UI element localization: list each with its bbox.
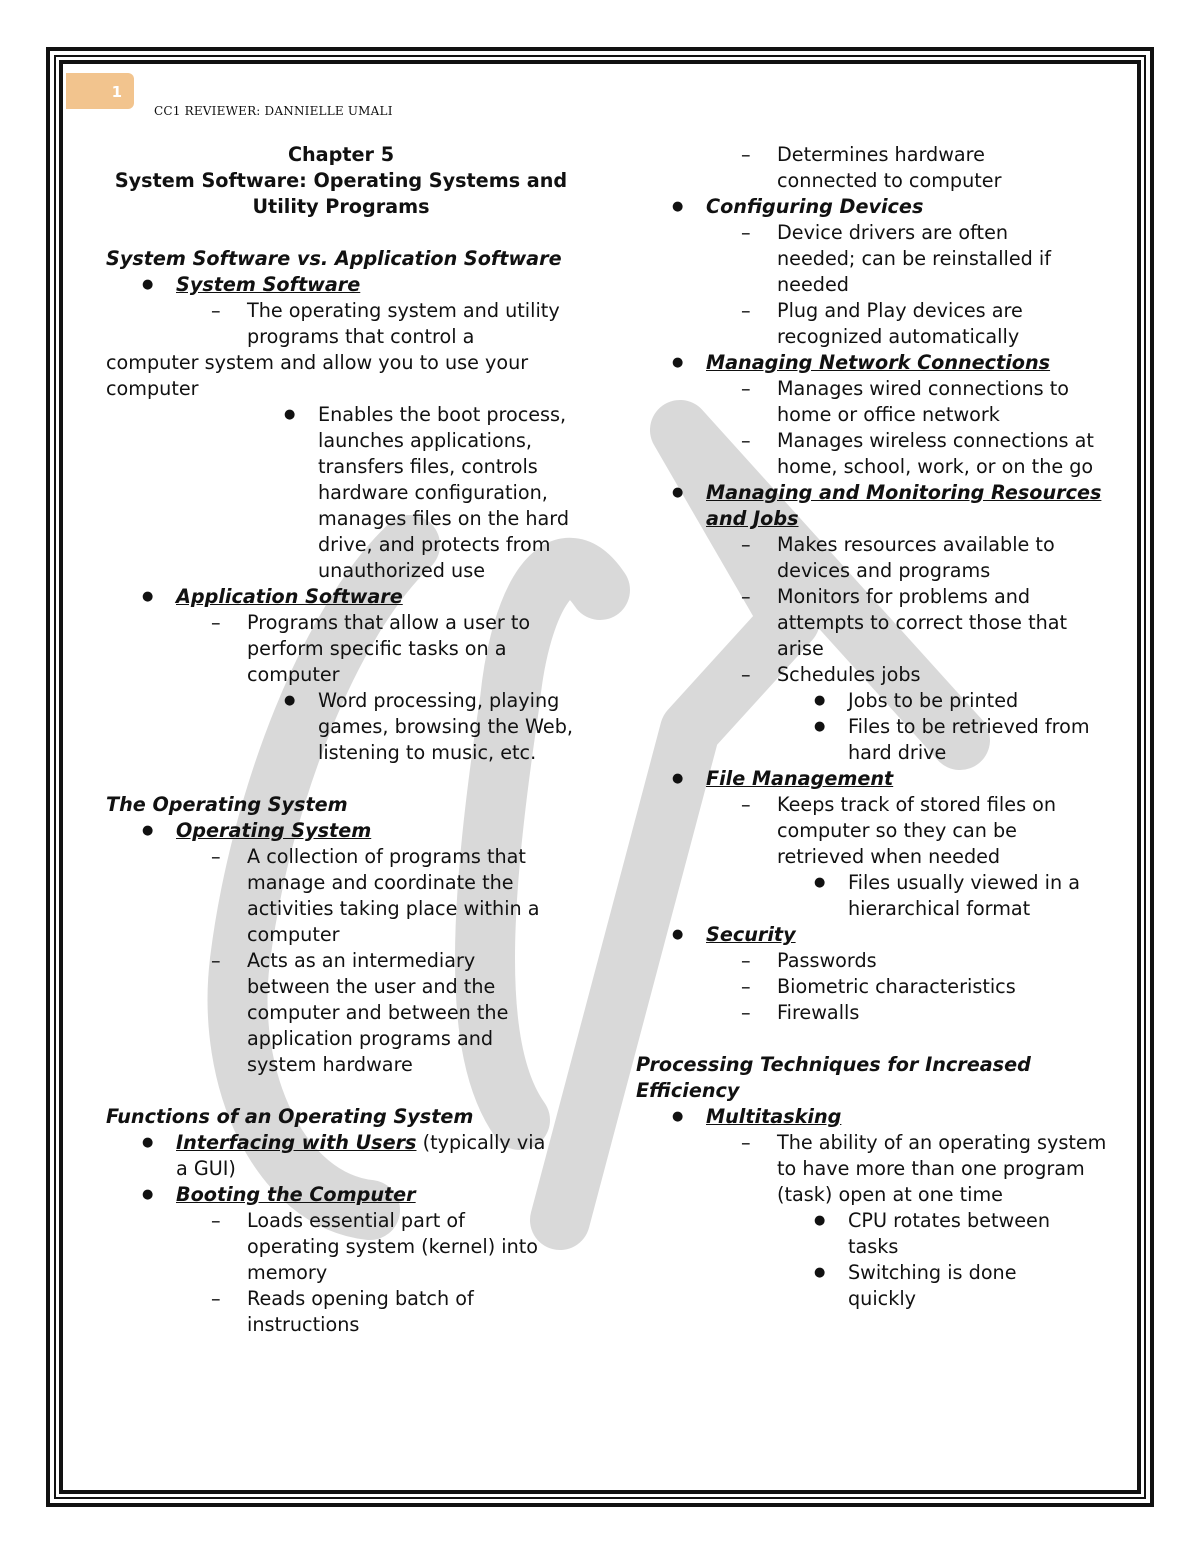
list-item: – Keeps track of stored files on computer so they can be retrieved when needed — [741, 793, 1057, 868]
list-item: ● Managing Network Connections — [672, 351, 1051, 374]
section-title: Processing Techniques for Increased Efficiency — [636, 1053, 1031, 1102]
list-item: ● Jobs to be printed — [814, 689, 1019, 712]
list-item: ● CPU rotates between tasks — [814, 1209, 1050, 1258]
right-column — [636, 142, 1106, 1312]
list-item: ● Operating System — [142, 819, 372, 842]
topic-network: Managing Network Connections — [706, 351, 1051, 374]
left-column — [106, 142, 576, 1338]
list-item: ● Enables the boot process, launches applications, transfers files, controls hardware configuration, manages files on the hard drive, and protects from unauthorized use — [284, 403, 570, 582]
topic-system-software: System Software — [176, 273, 361, 296]
list-item: ● Files usually viewed in a hierarchical format — [814, 871, 1081, 920]
page-number: 1 — [66, 73, 134, 109]
topic-interfacing: Interfacing with Users — [176, 1131, 417, 1154]
list-item: – Loads essential part of operating system (kernel) into memory — [211, 1209, 539, 1284]
list-item: – Passwords — [741, 949, 877, 972]
list-item: ● Interfacing with Users (typically via a GUI) — [142, 1131, 546, 1180]
topic-multitasking: Multitasking — [706, 1105, 842, 1128]
topic-security: Security — [706, 923, 796, 946]
list-item: – Schedules jobs — [741, 663, 921, 686]
section-title: Functions of an Operating System — [106, 1105, 474, 1128]
list-item: – The operating system and utility — [211, 299, 560, 322]
list-item: – Manages wired connections to home or office network — [741, 377, 1069, 426]
list-item-cont: computer system and allow you to use your — [106, 351, 529, 374]
list-item-cont: computer — [106, 377, 199, 400]
list-item: ● System Software — [142, 273, 361, 296]
list-item: – Biometric characteristics — [741, 975, 1016, 998]
topic-application-software: Application Software — [176, 585, 403, 608]
topic-configuring: Configuring Devices — [706, 195, 924, 218]
list-item: ● Application Software — [142, 585, 403, 608]
list-item: ● Switching is done quickly — [814, 1261, 1017, 1310]
list-item: ● Files to be retrieved from hard drive — [814, 715, 1090, 764]
list-item: – Plug and Play devices are recognized automatically — [741, 299, 1023, 348]
list-item: – The ability of an operating system to have more than one program (task) open at one time — [741, 1131, 1107, 1206]
list-item: – Monitors for problems and attempts to correct those that arise — [741, 585, 1068, 660]
list-item: ● File Management — [672, 767, 894, 790]
list-item: ● Multitasking — [672, 1105, 842, 1128]
chapter-number: Chapter 5 — [287, 143, 395, 166]
list-item: – Makes resources available to devices and programs — [741, 533, 1055, 582]
section-title: System Software vs. Application Software — [106, 247, 562, 270]
list-item: – Programs that allow a user to perform specific tasks on a computer — [211, 611, 531, 686]
list-item: ● Managing and Monitoring Resources and Jobs — [672, 481, 1102, 530]
topic-operating-system: Operating System — [176, 819, 372, 842]
list-item: – Firewalls — [741, 1001, 860, 1024]
chapter-title-line1: System Software: Operating Systems and — [114, 169, 568, 192]
list-item-cont: programs that control a — [247, 325, 475, 348]
list-item: – Device drivers are often needed; can be reinstalled if needed — [741, 221, 1052, 296]
topic-resources: Managing and Monitoring Resources and Jobs — [706, 481, 1102, 530]
list-item: ● Security — [672, 923, 796, 946]
list-item: ● Booting the Computer — [142, 1183, 416, 1206]
list-item: – Acts as an intermediary between the user and the computer and between the application programs and system hardware — [211, 949, 509, 1076]
list-item: – A collection of programs that manage and coordinate the activities taking place within a computer — [211, 845, 540, 946]
chapter-title-line2: Utility Programs — [252, 195, 430, 218]
topic-booting: Booting the Computer — [176, 1183, 416, 1206]
topic-file-management: File Management — [706, 767, 894, 790]
list-item: – Manages wireless connections at home, school, work, or on the go — [741, 429, 1094, 478]
section-title: The Operating System — [106, 793, 348, 816]
list-item: – Determines hardware connected to computer — [741, 143, 1002, 192]
document-header: CC1 REVIEWER: DANNIELLE UMALI — [154, 104, 393, 118]
list-item: – Reads opening batch of instructions — [211, 1287, 474, 1336]
list-item: ● Configuring Devices — [672, 195, 924, 218]
list-item: ● Word processing, playing games, browsing the Web, listening to music, etc. — [284, 689, 573, 764]
